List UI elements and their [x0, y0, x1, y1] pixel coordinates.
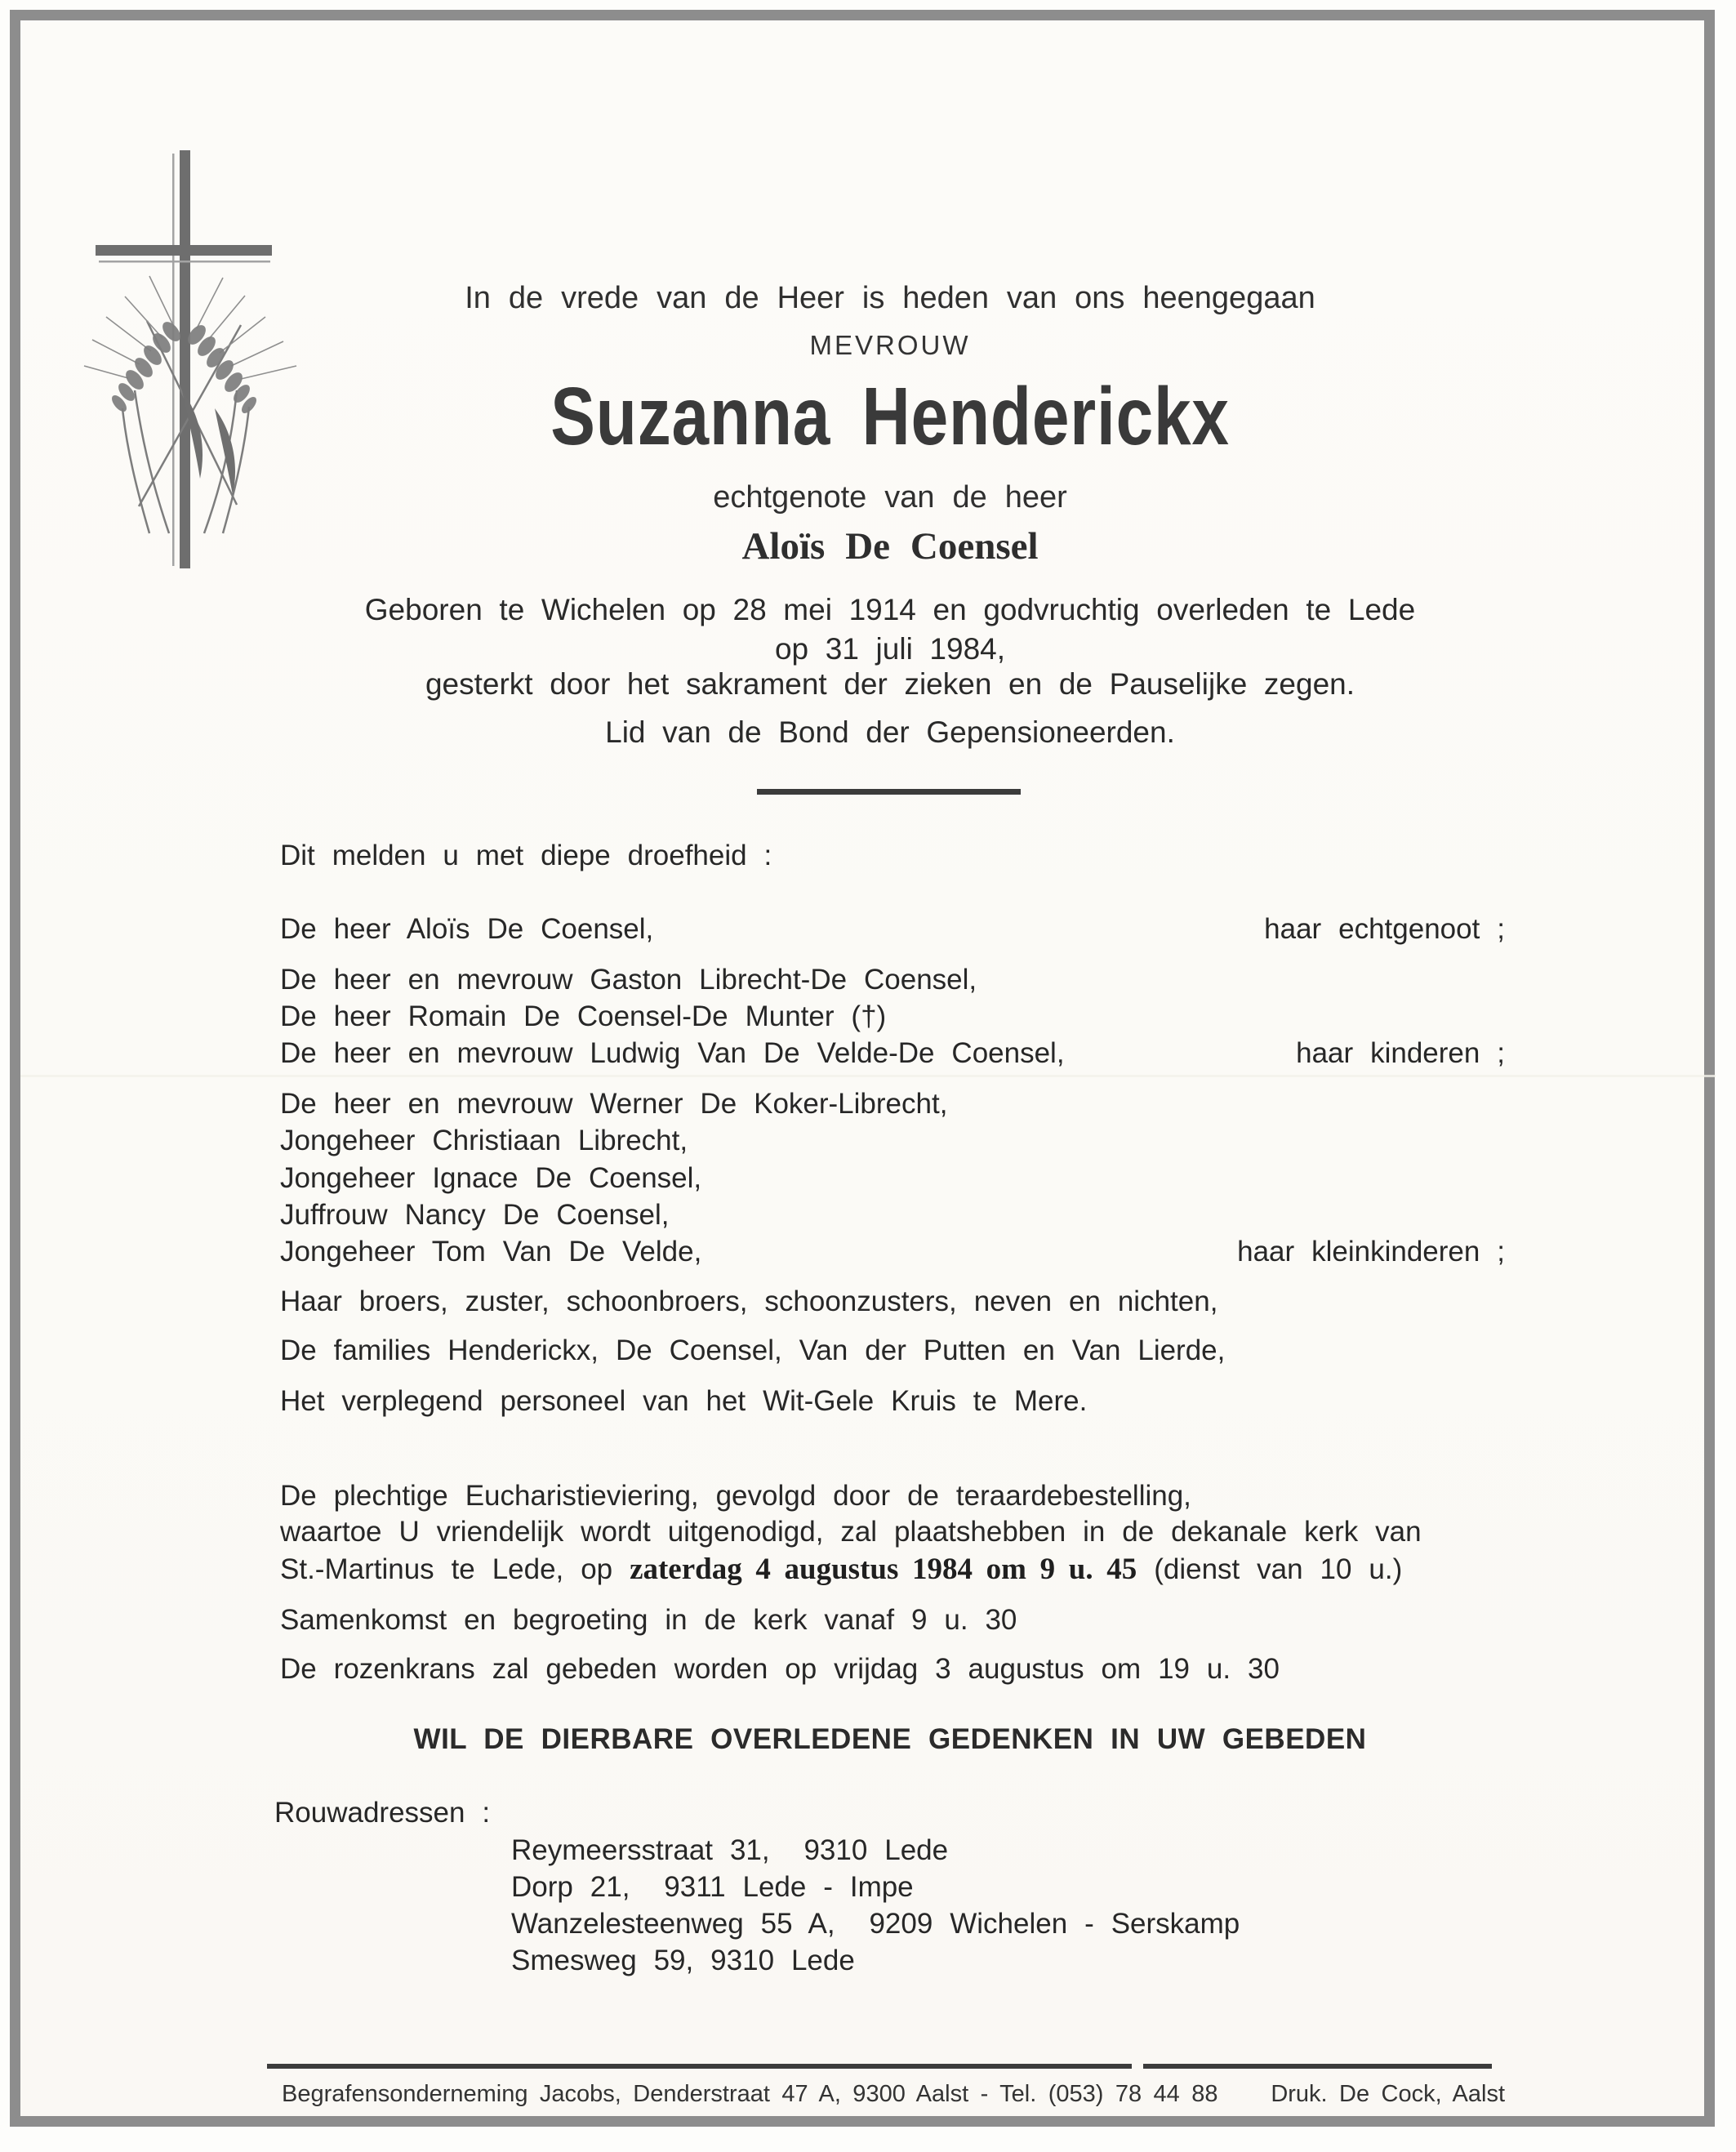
service-line-3-post: (dienst van 10 u.) — [1137, 1553, 1403, 1585]
mourner-names: De heer en mevrouw Gaston Librecht-De Coensel, — [280, 964, 977, 996]
honorific-label: MEVROUW — [809, 330, 971, 360]
mourner-names: Jongeheer Ignace De Coensel, — [280, 1162, 702, 1194]
deceased-name — [278, 371, 1502, 462]
section-divider-rule — [757, 789, 1021, 795]
mourning-address: Wanzelesteenweg 55 A, 9209 Wichelen - Serskamp — [511, 1908, 1240, 1940]
mourner-names: Het verplegend personeel van het Wit-Gele Kruis te Mere. — [280, 1385, 1088, 1417]
bio-line-sacrament: gesterkt door het sakrament der zieken en de Pauselijke zegen. — [425, 667, 1355, 701]
mourner-row — [280, 1088, 1505, 1121]
mourner-names: De families Henderickx, De Coensel, Van der Putten en Van Lierde, — [280, 1334, 1226, 1366]
mourner-row — [280, 1199, 1505, 1232]
mourner-row — [280, 1000, 1505, 1033]
mourner-names: De heer en mevrouw Werner De Koker-Librecht, — [280, 1088, 948, 1120]
membership-line: Lid van de Bond der Gepensioneerden. — [605, 715, 1175, 749]
gathering-line: Samenkomst en begroeting in de kerk vanaf 9 u. 30 — [280, 1604, 1017, 1636]
announcement-intro: Dit melden u met diepe droefheid : — [280, 840, 772, 871]
mourner-row — [280, 1334, 1505, 1367]
bio-line-death-date: op 31 juli 1984, — [774, 632, 1006, 666]
service-line-3 — [280, 1552, 1402, 1587]
relation-label: haar kinderen ; — [1296, 1037, 1505, 1069]
mourner-names: De heer Aloïs De Coensel, — [280, 913, 654, 945]
mourner-row — [280, 1162, 1505, 1195]
service-line-1: De plechtige Eucharistieviering, gevolgd door de teraardebestelling, — [280, 1480, 1191, 1512]
mourner-names: Jongeheer Tom Van De Velde, — [280, 1236, 702, 1268]
relation-label: haar kleinkinderen ; — [1237, 1236, 1505, 1268]
printer-info: Druk. De Cock, Aalst — [1271, 2081, 1505, 2107]
spouse-intro-text: echtgenote van de heer — [713, 480, 1067, 515]
prayer-request-line: WIL DE DIERBARE OVERLEDENE GEDENKEN IN UW GEBEDEN — [413, 1723, 1367, 1755]
service-line-2: waartoe U vriendelijk wordt uitgenodigd, zal plaatshebben in de dekanale kerk van — [280, 1516, 1422, 1548]
mourner-row — [280, 1125, 1505, 1157]
mourning-addresses-label: Rouwadressen : — [274, 1797, 491, 1829]
mourner-row — [280, 1236, 1505, 1268]
deceased-name-text: Suzanna Henderickx — [550, 371, 1230, 462]
mourner-names: De heer Romain De Coensel-De Munter (†) — [280, 1000, 887, 1032]
mourner-row — [280, 1037, 1505, 1070]
rosary-line: De rozenkrans zal gebeden worden op vrijdag 3 augustus om 19 u. 30 — [280, 1653, 1280, 1685]
mourner-row — [280, 964, 1505, 996]
mourner-row — [280, 1285, 1505, 1318]
mourner-row — [280, 1385, 1505, 1418]
footer-rule-left — [267, 2064, 1132, 2069]
mourner-names: Haar broers, zuster, schoonbroers, schoonzusters, neven en nichten, — [280, 1285, 1218, 1317]
footer-rule-right — [1143, 2064, 1492, 2069]
mourning-address: Dorp 21, 9311 Lede - Impe — [511, 1871, 914, 1903]
prelude-text: In de vrede van de Heer is heden van ons heengegaan — [465, 281, 1315, 315]
bio-line-birth-death: Geboren te Wichelen op 28 mei 1914 en godvruchtig overleden te Lede — [364, 593, 1416, 626]
scan-artifact-line — [20, 1075, 1716, 1077]
service-date-time: zaterdag 4 augustus 1984 om 9 u. 45 — [630, 1553, 1137, 1586]
footer — [282, 2081, 1505, 2108]
mourner-row — [280, 913, 1505, 946]
spouse-name-text: Aloïs De Coensel — [741, 525, 1039, 568]
relation-label: haar echtgenoot ; — [1264, 913, 1505, 945]
undertaker-info: Begrafensonderneming Jacobs, Denderstraat 47 A, 9300 Aalst - Tel. (053) 78 44 88 — [282, 2081, 1218, 2107]
mourner-names: Jongeheer Christiaan Librecht, — [280, 1125, 688, 1156]
mourner-names: De heer en mevrouw Ludwig Van De Velde-De Coensel, — [280, 1037, 1065, 1069]
mourning-address: Smesweg 59, 9310 Lede — [511, 1945, 855, 1976]
mourner-names: Juffrouw Nancy De Coensel, — [280, 1199, 670, 1231]
service-line-3-pre: St.-Martinus te Lede, op — [280, 1553, 630, 1585]
mourning-address: Reymeersstraat 31, 9310 Lede — [511, 1834, 949, 1866]
